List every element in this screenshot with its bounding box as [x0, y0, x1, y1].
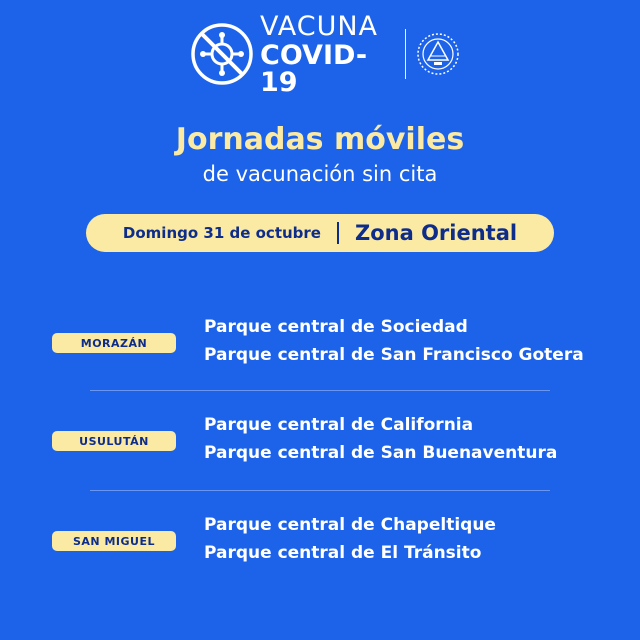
brand-line-covid: COVID-19 — [260, 39, 368, 98]
region-badge: USULUTÁN — [52, 431, 176, 451]
region-places — [204, 511, 496, 567]
banner-date: Domingo 31 de octubre — [122, 224, 321, 242]
header-divider — [405, 29, 406, 79]
region-san-miguel — [0, 511, 640, 571]
brand-line-vacuna: VACUNA — [260, 10, 379, 42]
region-badge: SAN MIGUEL — [52, 531, 176, 551]
banner-separator — [337, 222, 339, 244]
place-item: Parque central de Sociedad — [204, 317, 468, 337]
place-item: Parque central de Chapeltique — [204, 515, 496, 535]
brand-header — [190, 10, 460, 98]
banner-zone: Zona Oriental — [354, 221, 518, 245]
date-zone-banner — [86, 214, 554, 252]
place-item: Parque central de San Francisco Gotera — [204, 345, 584, 365]
region-places — [204, 411, 557, 467]
region-badge: MORAZÁN — [52, 333, 176, 353]
region-morazan — [0, 313, 640, 373]
virus-crossed-icon — [190, 22, 254, 86]
page-title: Jornadas móviles — [175, 122, 465, 157]
place-item: Parque central de California — [204, 415, 474, 435]
section-divider — [90, 490, 550, 491]
region-usulutan — [0, 411, 640, 471]
place-item: Parque central de San Buenaventura — [204, 443, 558, 463]
section-divider — [90, 390, 550, 391]
page-subtitle: de vacunación sin cita — [202, 162, 438, 186]
region-places — [204, 313, 584, 369]
place-item: Parque central de El Tránsito — [204, 543, 482, 563]
brand-wordmark — [260, 10, 393, 98]
national-seal-icon — [416, 32, 460, 76]
